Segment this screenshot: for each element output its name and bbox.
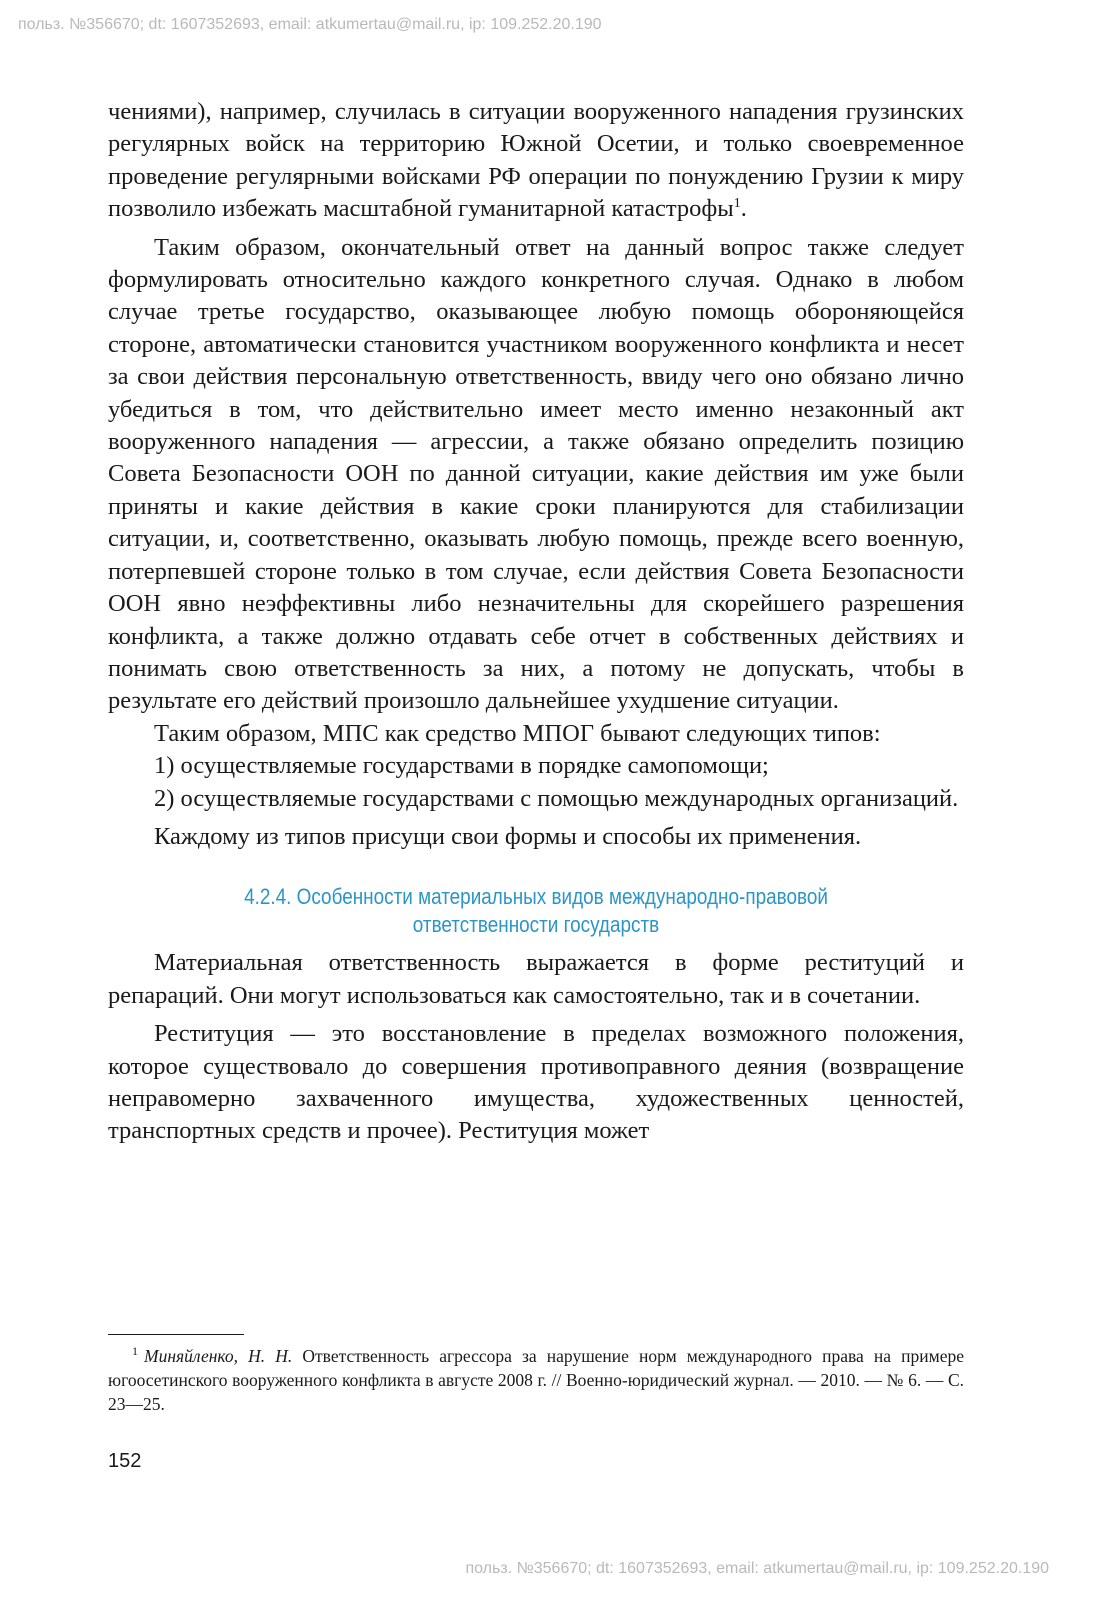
paragraph-continuation: чениями), например, случилась в ситуации вооруженного нападения грузинских регулярных войск на территорию Южной Осетии, и только своевременное проведение регулярными войсками РФ операции по понуждению Грузии к миру позволило избежать масштабной гуманитарной катастрофы$^1$. bbox=[108, 98, 964, 223]
section-heading-line-1: 4.2.4. Особенности материальных видов международно-правовой bbox=[244, 884, 828, 910]
list-item-2: 2) осуществляемые государствами с помощью международных организаций. bbox=[154, 784, 959, 812]
paragraph-restitution: Реституция — это восстановление в пределах возможного положения, которое существовало до совершения противоправного деяния (возвращение неправомерно захваченного имущества, художественных ценностей, транспортных средств и прочее). Реституция может bbox=[108, 1020, 964, 1145]
section-heading-line-2: ответственности государств bbox=[412, 912, 660, 938]
watermark-bottom: польз. №356670; dt: 1607352693, email: atkumertau@mail.ru, ip: 109.252.20.190 bbox=[465, 1560, 1049, 1577]
paragraph-conclusion: Таким образом, окончательный ответ на данный вопрос также следует формулировать относительно каждого конкретного случая. Однако в любом случае третье государство, оказывающее любую помощь обороняющейся стороне, автоматически становится участником вооруженного конфликта и несет за свои действия персональную ответственность, ввиду чего оно обязано лично убедиться в том, что действительно имеет место именно незаконный акт вооруженного нападения — агрессии, а также обязано определить позицию Совета Безопасности ООН по данной ситуации, какие действия им уже были приняты и какие действия в какие сроки планируются для стабилизации ситуации, и, соответственно, оказывать любую помощь, прежде всего военную, потерпевшей стороне только в том случае, если действия Совета Безопасности ООН явно неэффективны либо незначительны для скорейшего разрешения конфликта, а также должно отдавать себе отчет в собственных действиях и понимать свою ответственность за них, а потому не допускать, чтобы в результате его действий произошло дальнейшее ухудшение ситуации. bbox=[108, 233, 964, 715]
paragraph-types-intro: Таким образом, МПС как средство МПОГ бывают следующих типов: bbox=[154, 719, 881, 747]
footnote bbox=[108, 1344, 964, 1416]
section-heading bbox=[168, 883, 904, 939]
page-number: 152 bbox=[108, 1450, 142, 1472]
paragraph-forms: Каждому из типов присущи свои формы и способы их применения. bbox=[154, 822, 862, 850]
list-item-1: 1) осуществляемые государствами в порядке самопомощи; bbox=[154, 752, 769, 780]
footnote-text: Ответственность агрессора за нарушение норм международного права на примере югоосетинского вооруженного конфликта в августе 2008 г. // Военно-юридический журнал. — 2010. — № 6. — С. 23—25. bbox=[108, 1346, 964, 1414]
main-text bbox=[108, 96, 964, 1148]
footnote-separator bbox=[108, 1334, 244, 1335]
footnote-author: Миняйленко, Н. Н. bbox=[144, 1346, 293, 1366]
paragraph-material-responsibility: Материальная ответственность выражается в форме реституций и репараций. Они могут использоваться как самостоятельно, так и в сочетании. bbox=[108, 949, 964, 1009]
watermark-top: польз. №356670; dt: 1607352693, email: atkumertau@mail.ru, ip: 109.252.20.190 bbox=[18, 16, 602, 33]
footnote-number: 1 bbox=[132, 1344, 138, 1359]
footnote-ref[interactable]: 1 bbox=[733, 196, 741, 212]
